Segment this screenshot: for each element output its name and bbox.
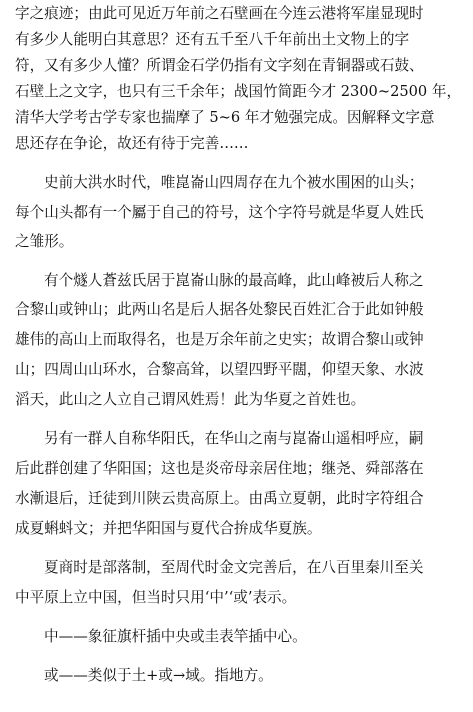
paragraph-line: 中平原上立中国，但当时只用‘中’‘或’表示。 xyxy=(15,589,297,606)
paragraph-line: 山；四周山山环水，合黎高耸，以望四野平闊，仰望天象、水波 xyxy=(15,361,424,378)
paragraph-first-line: 中——象征旗杆插中央或圭表竿插中心。 xyxy=(44,628,307,645)
paragraph-line: 之雏形。 xyxy=(15,233,74,250)
paragraph-line: 合黎山或钟山；此两山名是后人据各处黎民百姓汇合于此如钟般 xyxy=(15,301,424,318)
paragraph-line: 思还存在争论，故还有待于完善…… xyxy=(15,135,249,152)
paragraph-line: 石壁上之文字，也只有三千余年；战国竹简距今才 2300~2500 年， xyxy=(15,83,462,100)
paragraph-first-line: 史前大洪水时代，唯崑崙山四周存在九个被水围困的山头； xyxy=(44,174,424,191)
paragraph-line: 水漸退后，迁徒到川陕云贵高原上。由禹立夏朝，此时字符组合 xyxy=(15,490,424,507)
paragraph-line: 雄伟的高山上而取得名，也是万余年前之史实；故谓合黎山或钟 xyxy=(15,331,424,348)
paragraph-line: 滔天，此山之人立自己谓风姓焉！此为华夏之首姓也。 xyxy=(15,391,366,408)
paragraph-line: 符，又有多少人懂？所谓金石学仍指有文字刻在青铜器或石鼓、 xyxy=(15,57,424,74)
paragraph-first-line: 或——类似于土+或→域。指地方。 xyxy=(44,667,273,684)
paragraph-first-line: 有个燧人蒼兹氏居于崑崙山脉的最高峰，此山峰被后人称之 xyxy=(44,272,424,289)
paragraph-first-line: 另有一群人自称华阳氏，在华山之南与崑崙山遥相呼应，嗣 xyxy=(44,430,424,447)
paragraph-line: 有多少人能明白其意思？还有五千至八千年前出土文物上的字 xyxy=(15,31,410,48)
paragraph-line: 字之痕迹；由此可见近万年前之石壁画在今连云港将军崖显现时 xyxy=(15,5,424,22)
paragraph-line: 后此群创建了华阳国；这也是炎帝母亲居住地；继尧、舜部落在 xyxy=(15,460,424,477)
paragraph-first-line: 夏商时是部落制，至周代时金文完善后，在八百里秦川至关 xyxy=(44,559,424,576)
paragraph-line: 每个山头都有一个屬于自己的符号，这个字符号就是华夏人姓氏 xyxy=(15,204,424,221)
paragraph-line: 成夏蝌蚪文；并把华阳国与夏代合拚成华夏族。 xyxy=(15,520,322,537)
paragraph-line: 清华大学考古学专家也揣摩了 5~6 年才勉强完成。因解释文字意 xyxy=(15,109,435,126)
